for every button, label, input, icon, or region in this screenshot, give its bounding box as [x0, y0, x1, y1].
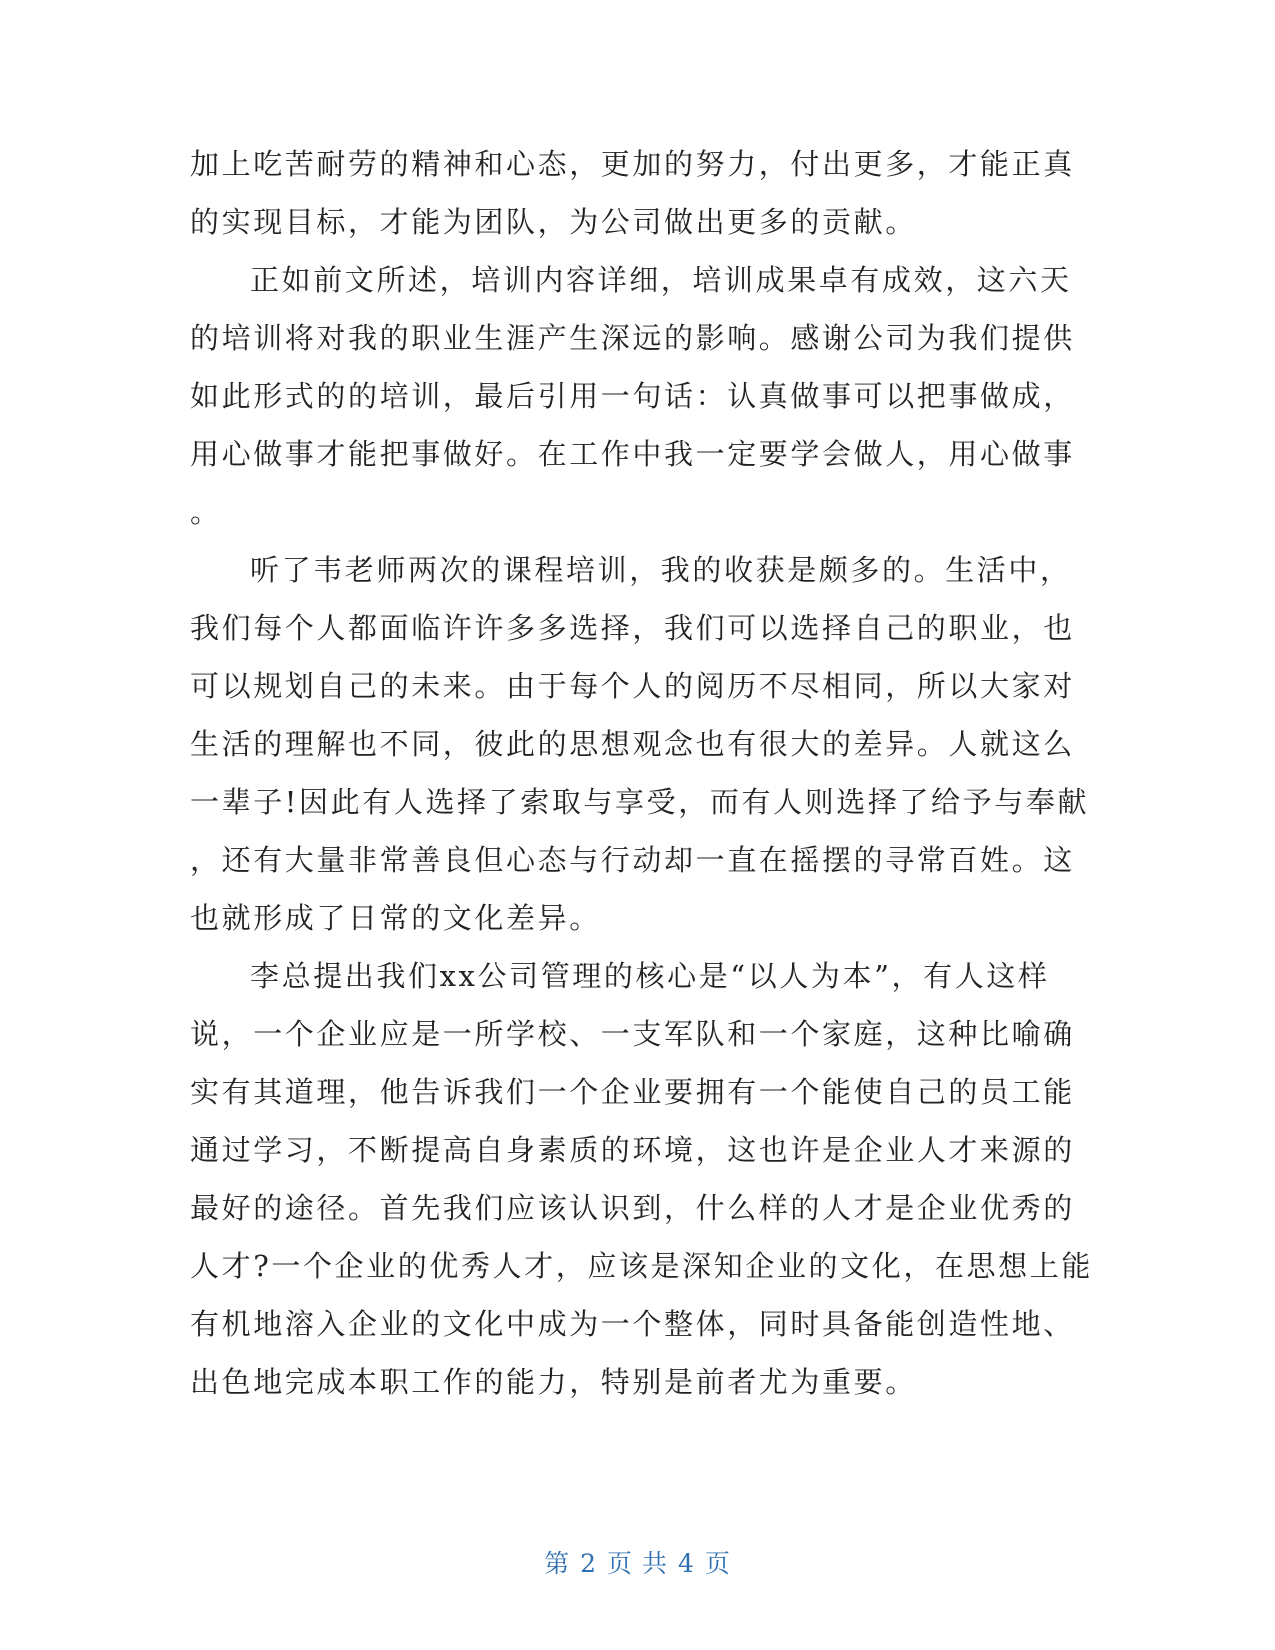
paragraph-3-line-7: 也就形成了日常的文化差异。: [190, 901, 601, 935]
paragraph-2-line-1: 正如前文所述，培训内容详细，培训成果卓有成效，这六天: [250, 263, 1072, 297]
paragraph-3-line-2: 我们每个人都面临许许多多选择，我们可以选择自己的职业，也: [190, 611, 1075, 645]
paragraph-4-line-2: 说，一个企业应是一所学校、一支军队和一个家庭，这种比喻确: [190, 1017, 1075, 1051]
paragraph-4-line-5: 最好的途径。首先我们应该认识到，什么样的人才是企业优秀的: [190, 1191, 1075, 1225]
paragraph-2-line-3: 如此形式的的培训，最后引用一句话：认真做事可以把事做成，: [190, 379, 1075, 413]
paragraph-2-line-4: 用心做事才能把事做好。在工作中我一定要学会做人，用心做事: [190, 437, 1075, 471]
page-number-footer: [0, 1548, 1275, 1580]
paragraph-4-line-3: 实有其道理，他告诉我们一个企业要拥有一个能使自己的员工能: [190, 1075, 1075, 1109]
footer-current-page: 2: [580, 1549, 598, 1578]
paragraph-4-line-1: 李总提出我们xx公司管理的核心是“以人为本”，有人这样: [250, 959, 1050, 993]
paragraph-1-line-1: 加上吃苦耐劳的精神和心态，更加的努力，付出更多，才能正真: [190, 147, 1075, 181]
paragraph-3-line-6: ，还有大量非常善良但心态与行动却一直在摇摆的寻常百姓。这: [190, 843, 1075, 877]
paragraph-2-line-2: 的培训将对我的职业生涯产生深远的影响。感谢公司为我们提供: [190, 321, 1075, 355]
paragraph-3-line-5: 一辈子!因此有人选择了索取与享受，而有人则选择了给予与奉献: [190, 785, 1090, 819]
paragraph-4-line-6: 人才?一个企业的优秀人才，应该是深知企业的文化，在思想上能: [190, 1249, 1093, 1283]
footer-prefix: 第: [544, 1549, 571, 1578]
paragraph-3-line-4: 生活的理解也不同，彼此的思想观念也有很大的差异。人就这么: [190, 727, 1075, 761]
footer-middle: 页 共: [607, 1549, 668, 1578]
footer-total-pages: 4: [677, 1549, 695, 1578]
paragraph-3-line-1: 听了韦老师两次的课程培训，我的收获是颇多的。生活中，: [250, 553, 1072, 587]
paragraph-3-line-3: 可以规划自己的未来。由于每个人的阅历不尽相同，所以大家对: [190, 669, 1075, 703]
footer-suffix: 页: [704, 1549, 731, 1578]
paragraph-4-line-7: 有机地溶入企业的文化中成为一个整体，同时具备能创造性地、: [190, 1307, 1075, 1341]
paragraph-4-line-8: 出色地完成本职工作的能力，特别是前者尤为重要。: [190, 1365, 917, 1399]
paragraph-4-line-4: 通过学习，不断提高自身素质的环境，这也许是企业人才来源的: [190, 1133, 1075, 1167]
paragraph-1-line-2: 的实现目标，才能为团队，为公司做出更多的贡献。: [190, 205, 917, 239]
paragraph-2-line-5: 。: [190, 495, 222, 529]
